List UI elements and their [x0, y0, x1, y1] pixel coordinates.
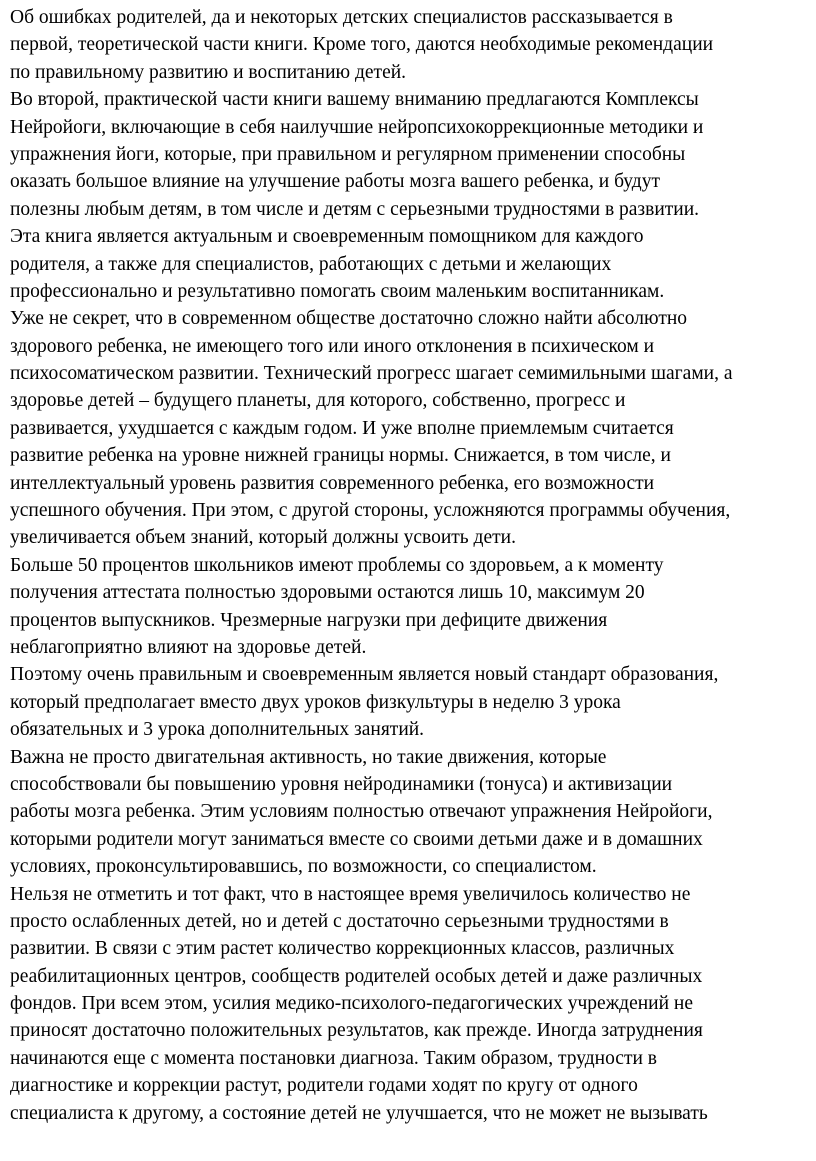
text-line: которыми родители могут заниматься вместе со своими детьми даже и в домашних: [10, 828, 703, 850]
text-line: способствовали бы повышению уровня нейродинамики (тонуса) и активизации: [10, 773, 673, 795]
text-line: получения аттестата полностью здоровыми остаются лишь 10, максимум 20: [10, 582, 645, 604]
text-line: развитии. В связи с этим растет количество коррекционных классов, различных: [10, 938, 675, 960]
text-line: Нейройоги, включающие в себя наилучшие нейропсихокоррекционные методики и: [10, 116, 704, 138]
text-line: развивается, ухудшается с каждым годом. И уже вполне приемлемым считается: [10, 417, 674, 439]
text-line: Нельзя не отметить и тот факт, что в настоящее время увеличилось количество не: [10, 883, 691, 905]
text-line: здоровье детей – будущего планеты, для которого, собственно, прогресс и: [10, 390, 626, 412]
text-line: работы мозга ребенка. Этим условиям полностью отвечают упражнения Нейройоги,: [10, 801, 713, 823]
text-line: психосоматическом развитии. Технический прогресс шагает семимильными шагами, а: [10, 363, 733, 385]
text-line: Важна не просто двигательная активность, но такие движения, которые: [10, 746, 607, 768]
text-line: Об ошибках родителей, да и некоторых детских специалистов рассказывается в: [10, 7, 673, 28]
text-line: Эта книга является актуальным и своевременным помощником для каждого: [10, 226, 644, 248]
text-line: приносят достаточно положительных результатов, как прежде. Иногда затруднения: [10, 1020, 703, 1042]
text-line: обязательных и 3 урока дополнительных занятий.: [10, 719, 425, 741]
text-line: просто ослабленных детей, но и детей с достаточно серьезными трудностями в: [10, 910, 669, 932]
text-line: полезны любым детям, в том числе и детям с серьезными трудностями в развитии.: [10, 198, 700, 220]
document-body: [10, 4, 810, 1127]
text-line: профессионально и результативно помогать своим маленьким воспитанникам.: [10, 280, 665, 302]
text-line: развитие ребенка на уровне нижней границы нормы. Снижается, в том числе, и: [10, 445, 671, 467]
text-line: первой, теоретической части книги. Кроме того, даются необходимые рекомендации: [10, 34, 714, 56]
text-line: который предполагает вместо двух уроков физкультуры в неделю 3 урока: [10, 691, 621, 713]
text-line: специалиста к другому, а состояние детей не улучшается, что не может не вызывать: [10, 1102, 708, 1124]
text-line: Поэтому очень правильным и своевременным является новый стандарт образования,: [10, 664, 719, 686]
text-line: Во второй, практической части книги вашему вниманию предлагаются Комплексы: [10, 89, 699, 111]
text-line: фондов. При всем этом, усилия медико-психолого-педагогических учреждений не: [10, 993, 694, 1015]
text-line: интеллектуальный уровень развития современного ребенка, его возможности: [10, 472, 655, 494]
text-line: реабилитационных центров, сообществ родителей особых детей и даже различных: [10, 965, 703, 987]
text-line: неблагоприятно влияют на здоровье детей.: [10, 636, 367, 658]
text-line: Уже не секрет, что в современном обществе достаточно сложно найти абсолютно: [10, 308, 688, 330]
text-line: процентов выпускников. Чрезмерные нагрузки при дефиците движения: [10, 609, 608, 631]
text-line: упражнения йоги, которые, при правильном и регулярном применении способны: [10, 143, 686, 165]
text-line: диагностике и коррекции растут, родители годами ходят по кругу от одного: [10, 1075, 638, 1097]
text-line: Больше 50 процентов школьников имеют проблемы со здоровьем, а к моменту: [10, 554, 664, 576]
text-line: успешного обучения. При этом, с другой стороны, усложняются программы обучения,: [10, 500, 731, 522]
text-line: по правильному развитию и воспитанию детей.: [10, 61, 407, 83]
text-line: начинаются еще с момента постановки диагноза. Таким образом, трудности в: [10, 1047, 658, 1069]
text-line: оказать большое влияние на улучшение работы мозга вашего ребенка, и будут: [10, 171, 661, 193]
text-line: родителя, а также для специалистов, работающих с детьми и желающих: [10, 253, 612, 275]
text-line: здорового ребенка, не имеющего того или иного отклонения в психическом и: [10, 335, 655, 357]
text-line: увеличивается объем знаний, который должны усвоить дети.: [10, 527, 516, 549]
text-line: условиях, проконсультировавшись, по возможности, со специалистом.: [10, 856, 597, 878]
